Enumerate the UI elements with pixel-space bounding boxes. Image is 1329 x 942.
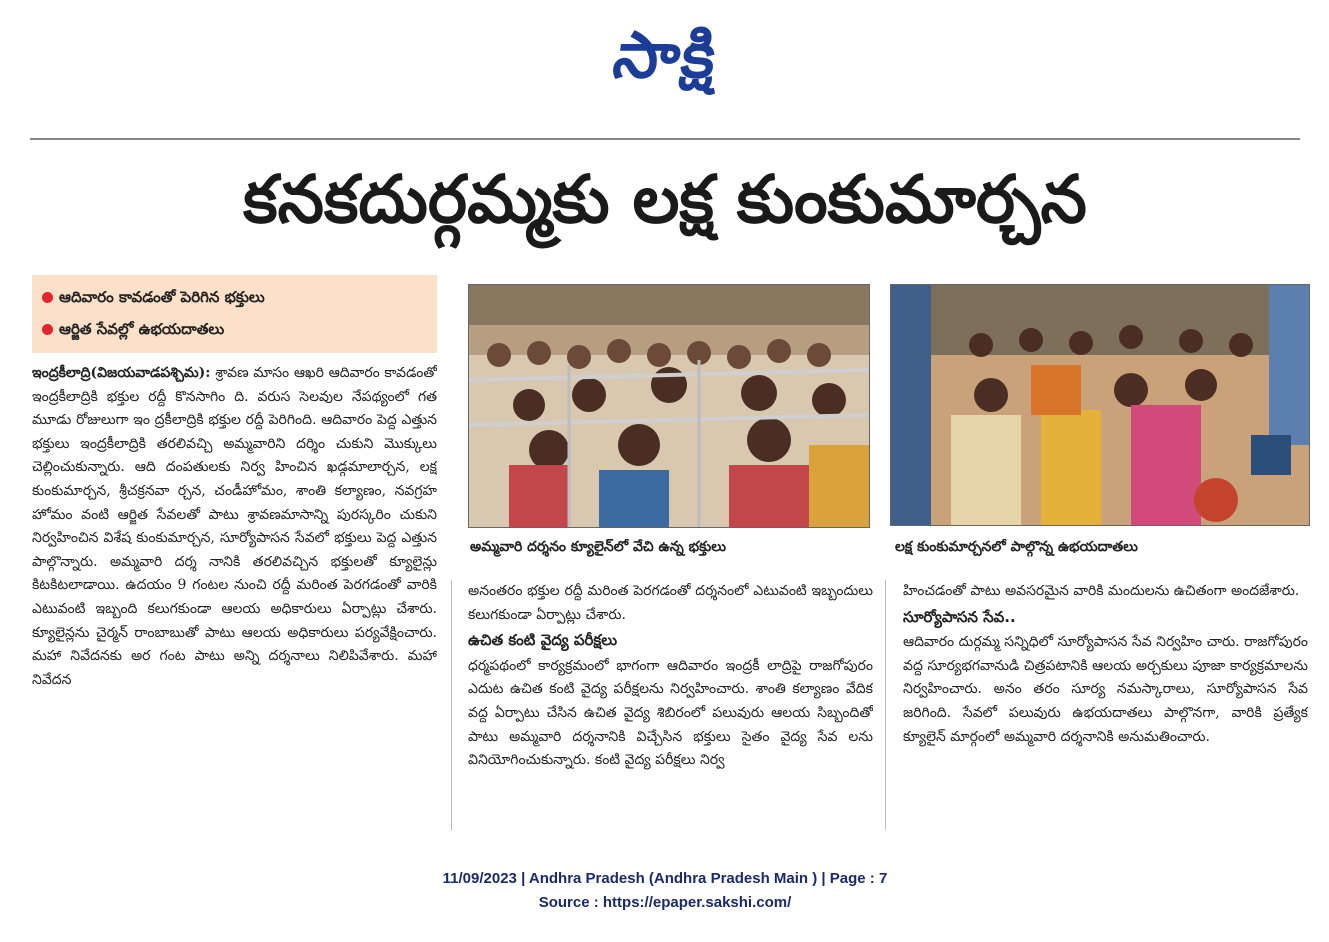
highlight-item: ఆదివారం కావడంతో పెరిగిన భక్తులు (42, 281, 427, 313)
subhead-eye-camp: ఉచిత కంటి వైద్య పరీక్షలు (468, 631, 618, 650)
top-rule (30, 138, 1300, 140)
column-2-text-b: ధర్మపథంలో కార్యక్రమంలో భాగంగా ఆదివారం ఇంద్రకీ లాద్రిపై రాజగోపురం ఎదుట ఉచిత కంటి వైద్య పరీక్షలను నిర్వహించారు. శాంతి కల్యాణం వేదిక వద్ద ఏర్పాటు చేసిన ఉచిత వైద్య శిబిరంలో పలువురు ఆలయ సిబ్బందితో పాటు అమ్మవారి దర్శనానికి విచ్చేసిన భక్తులు సైతం వైద్య సేవ లను వినియోగించుకున్నారు. కంటి వైద్య పరీక్షలు నిర్వ (468, 657, 873, 769)
photo-caption-1: అమ్మవారి దర్శనం క్యూలైన్‌లో వేచి ఉన్న భక్తులు (470, 539, 726, 555)
footer-edition-info: 11/09/2023 | Andhra Pradesh (Andhra Pradesh Main ) | Page : 7 (442, 870, 888, 887)
photo-kumkumarchana (890, 284, 1310, 526)
bullet-icon (42, 292, 53, 303)
column-1-text: శ్రావణ మాసం ఆఖరి ఆదివారం కావడంతో ఇంద్రకీలాద్రికి భక్తుల రద్దీ కొనసాగిం ది. వరుస సెలవుల నేపథ్యంలో గత మూడు రోజులుగా ఇం ద్రకీలాద్రికి భక్తుల రద్దీ పెరిగింది. ఆదివారం పెద్ద ఎత్తున భక్తులు ఇంద్రకీలాద్రికి తరలివచ్చి అమ్మవారిని దర్శిం చుకుని మొక్కులు చెల్లించుకున్నారు. ఆది దంపతులకు నిర్వ హించిన ఖడ్గమాలార్చన, లక్ష కుంకుమార్చన, శ్రీచక్రనవా ర్చన, చండీహోమం, శాంతి కల్యాణం, నవగ్రహ హోమం వంటి ఆర్జిత సేవలతో పాటు శ్రావణమాసాన్ని పురస్కరిం చుకుని నిర్వహించిన విశేష కుంకుమార్చన, సూర్యోపాసన సేవలో భక్తులు పెద్ద ఎత్తున పాల్గొన్నారు. అమ్మవారి దర్శ నానికి తరలివచ్చిన భక్తులతో క్యూలైన్లు కిటకిటలాడాయి. ఉదయం 9 గంటల నుంచి రద్దీ మరింత పెరగడంతో వారికి ఎటువంటి ఇబ్బంది కలుగకుండా ఆలయ అధికారులు ఏర్పాట్లు చేశారు. క్యూలైన్లను చైర్మన్ రాంబాబుతో పాటు ఆలయ అధికారులు పర్యవేక్షించారు. మహా నివేదనకు అర గంట పాటు అన్ని దర్శనాలు నిలిపివేశారు. మహా నివేదన (32, 365, 437, 688)
highlights-box (32, 275, 437, 353)
photo-devotees-queue-image (469, 285, 869, 527)
footer-source-link[interactable]: Source : https://epaper.sakshi.com/ (538, 894, 792, 911)
photo-kumkumarchana-image (891, 285, 1309, 525)
dateline: ఇంద్రకీలాద్రి(విజయవాడపశ్చిమ): (32, 365, 211, 381)
article-column-3 (903, 580, 1308, 830)
article-headline: కనకదుర్గమ్మకు లక్ష కుంకుమార్చన (243, 161, 1087, 238)
column-divider (885, 580, 886, 830)
bullet-icon (42, 324, 53, 335)
photo-caption-2: లక్ష కుంకుమార్చనలో పాల్గొన్న ఉభయదాతలు (895, 539, 1138, 555)
photo-devotees-queue (468, 284, 870, 528)
masthead-logo (560, 18, 770, 108)
column-divider (451, 580, 452, 830)
subhead-suryopasana: సూర్యోపాసన సేవ.. (903, 607, 1016, 626)
highlight-item: ఆర్జిత సేవల్లో ఉభయదాతలు (42, 313, 427, 345)
column-3-text-a: హించడంతో పాటు అవసరమైన వారికి మందులను ఉచితంగా అందజేశారు. (903, 583, 1300, 599)
column-2-text-a: అనంతరం భక్తుల రద్దీ మరింత పెరగడంతో దర్శనంలో ఎటువంటి ఇబ్బందులు కలుగకుండా ఏర్పాట్లు చేశారు. (468, 583, 873, 623)
logo-text: సాక్షి (609, 18, 723, 93)
column-3-text-b: ఆదివారం దుర్గమ్మ సన్నిధిలో సూర్యోపాసన సేవ నిర్వహిం చారు. రాజగోపురం వద్ద సూర్యభగవానుడి చిత్రపటానికి ఆలయ అర్చకులు పూజా కార్యక్రమాలను నిర్వహించారు. అనం తరం సూర్య నమస్కారాలు, సూర్యోపాసన సేవ జరిగింది. సేవలో పలువురు ఉభయదాతలు పాల్గొనగా, వారికి ప్రత్యేక క్యూలైన్ మార్గంలో అమ్మవారి దర్శనానికి అనుమతించారు. (903, 634, 1308, 745)
article-column-2 (468, 580, 873, 830)
article-column-1 (32, 362, 437, 832)
